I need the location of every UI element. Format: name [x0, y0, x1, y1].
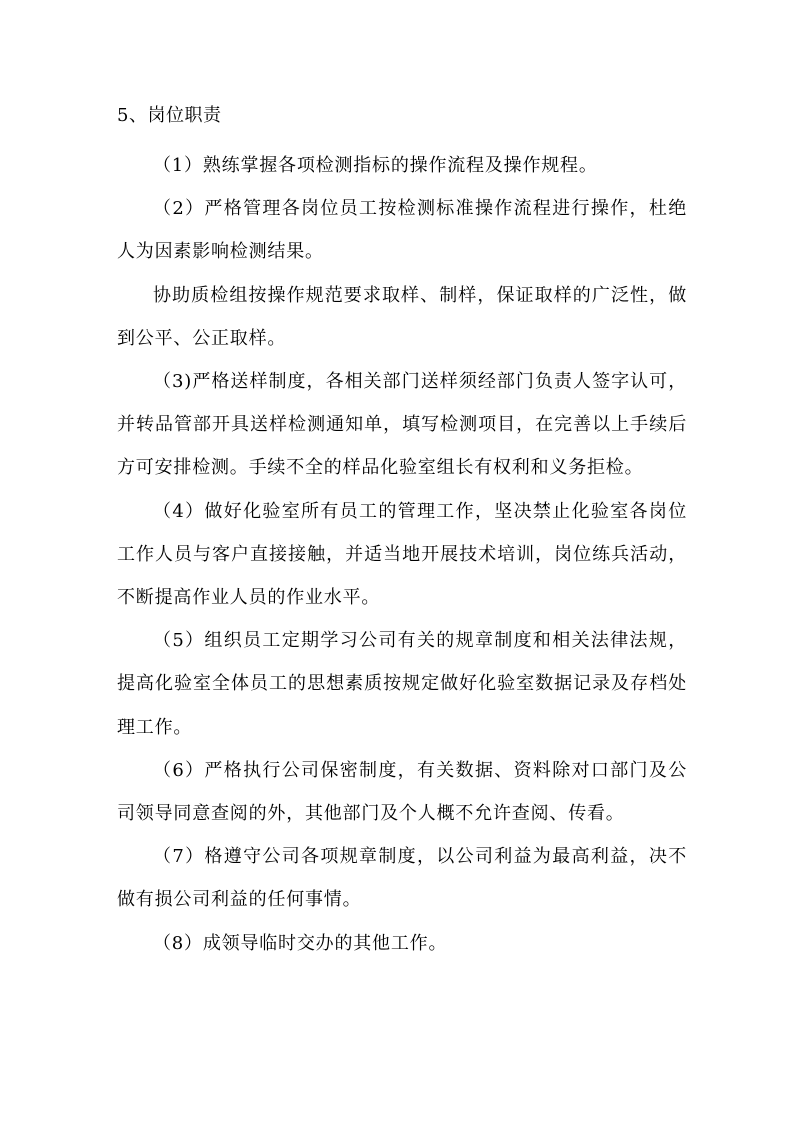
duty-paragraph-2: （2）严格管理各岗位员工按检测标准操作流程进行操作，杜绝人为因素影响检测结果。 [117, 198, 687, 263]
duty-paragraph-6: （6）严格执行公司保密制度，有关数据、资料除对口部门及公司领导同意查阅的外，其他部门及个人概不允许查阅、传看。 [117, 759, 687, 825]
duty-paragraph-3: （3)严格送样制度，各相关部门送样须经部门负责人签字认可，并转品管部开具送样检测通知单，填写检测项目，在完善以上手续后方可安排检测。手续不全的样品化验室组长有权利和义务拒检。 [117, 371, 687, 479]
duty-paragraph-8: （8）成领导临时交办的其他工作。 [153, 932, 448, 954]
duty-paragraph-7: （7）格遵守公司各项规章制度，以公司利益为最高利益，决不 做有损公司利益的任何事情。 [117, 846, 687, 911]
duty-paragraph-1: （1）熟练掌握各项检测指标的操作流程及操作规程。 [153, 155, 598, 176]
duty-paragraph-sampling: 协助质检组按操作规范要求取样、制样，保证取样的广泛性，做到公平、公正取样。 [117, 284, 687, 349]
duty-paragraph-4: （4）做好化验室所有员工的管理工作，坚决禁止化验室各岗位工作人员与客户直接接触，并适当地开展技术培训，岗位练兵活动，不断提高作业人员的作业水平。 [117, 500, 687, 609]
section-heading: 5、岗位职责 [117, 105, 222, 126]
duty-paragraph-5: （5）组织员工定期学习公司有关的规章制度和相关法律法规，提高化验室全体员工的思想素质按规定做好化验室数据记录及存档处理工作。 [117, 630, 687, 738]
document-body [117, 101, 687, 965]
